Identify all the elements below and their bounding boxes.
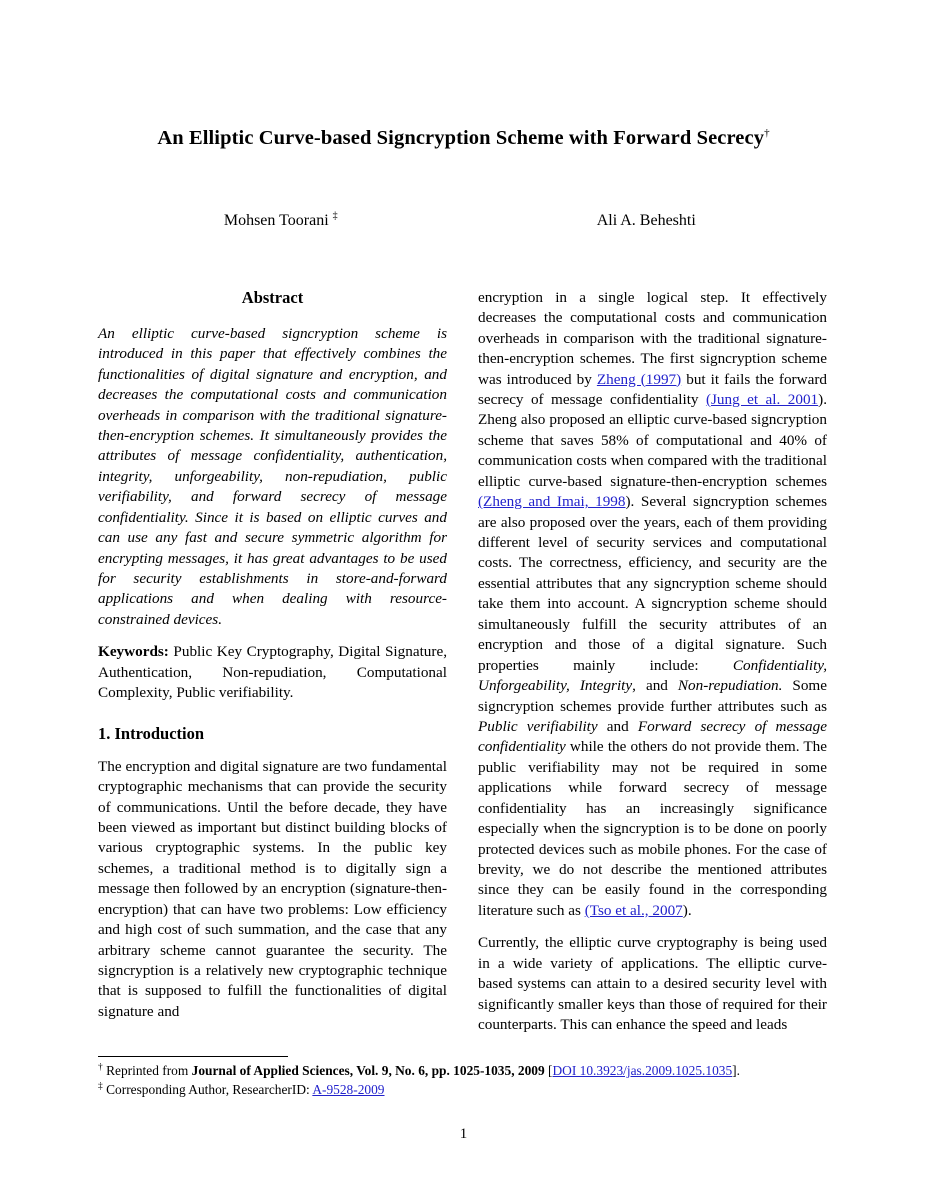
rp1-seg2: but it fails the forward secrecy of message confidentiality <box>478 370 827 408</box>
rp1-seg6: Some signcryption schemes provide further attributes such as <box>478 677 827 715</box>
rp1-emphasis-3: Public verifiability <box>478 717 598 735</box>
page-number: 1 <box>459 1126 468 1142</box>
left-column <box>98 288 447 1023</box>
keywords-label: Keywords: <box>98 643 169 661</box>
footnote-1-bracket-close: ]. <box>732 1063 740 1078</box>
rp1-emphasis-2: Non-repudiation. <box>677 677 783 695</box>
footnote-2-prefix: Corresponding Author, ResearcherID: <box>106 1082 313 1098</box>
citation-link-zheng-imai-1998[interactable]: (Zheng and Imai, 1998 <box>478 493 626 511</box>
footnote-1-prefix: Reprinted from <box>106 1063 192 1078</box>
right-paragraph-1 <box>478 288 827 922</box>
citation-link-tso-2007[interactable]: (Tso et al., 2007 <box>584 901 683 919</box>
footnote-1-bracket-open: [ <box>544 1063 553 1078</box>
two-column-body <box>98 230 829 1036</box>
rp1-seg4: ). Several signcryption schemes are also proposed over the years, each of them providing different level of security services and computational costs. The correctness, efficiency, and security are the essential attributes that any signcryption scheme should take them into account. A signcryption scheme should simultaneously fulfill the security attributes of an encryption and those of a digital signature. Such properties mainly include: <box>478 493 827 674</box>
rp1-emphasis-1: Confidentiality, Unforgeability, Integrity <box>478 656 827 695</box>
doi-link[interactable]: DOI 10.3923/jas.2009.1025.1035 <box>552 1063 733 1078</box>
citation-link-zheng-1997[interactable]: Zheng (1997) <box>596 370 682 388</box>
page-content <box>98 0 829 1036</box>
page-title <box>98 0 829 151</box>
citation-link-jung-2001[interactable]: (Jung et al. 2001 <box>705 390 819 408</box>
rp1-seg9: ). <box>682 901 692 919</box>
footnote-1-marker: † <box>98 1062 103 1073</box>
footnote-2-marker: ‡ <box>98 1081 103 1092</box>
footnote-2 <box>98 1080 838 1099</box>
researcherid-link[interactable]: A-9528-2009 <box>312 1082 385 1098</box>
title-footnote-marker: † <box>764 127 770 140</box>
right-paragraph-2: Currently, the elliptic curve cryptography is being used in a wide variety of applications. The elliptic curve-based systems can attain to a desired security level with significantly smaller keys than those of required for their counterparts. This can enhance the speed and leads <box>478 934 827 1034</box>
rp1-emphasis-4: Forward secrecy of message confidentiality <box>478 717 827 756</box>
author-2-name: Ali A. Beheshti <box>596 211 696 229</box>
author-2 <box>464 211 830 230</box>
footnote-separator-rule <box>98 1056 288 1057</box>
rp1-seg8: while the others do not provide them. The public verifiability may not be required in some applications while forward secrecy of message confidentiality has an increasingly significance especially when the signcryption is to be done on poorly protected devices such as mobile phones. For the case of brevity, we do not describe the mentioned attributes since they can be easily found in the corresponding literature such as <box>478 738 827 919</box>
section-heading-introduction: 1. Introduction <box>98 723 205 743</box>
footnote-1 <box>98 1061 838 1080</box>
rp1-seg7: and <box>597 717 638 735</box>
author-1-name: Mohsen Toorani <box>223 211 329 229</box>
rp1-seg1: encryption in a single logical step. It effectively decreases the computational costs and communication overheads in comparison with the traditional signature-then-encryption schemes. The first signcryption scheme was introduced by <box>478 288 827 388</box>
right-column <box>478 288 827 1036</box>
abstract-text: An elliptic curve-based signcryption scheme is introduced in this paper that effectively combines the functionalities of digital signature and encryption, and decreases the computational costs and communication overheads in comparison with the traditional signature-then-encryption schemes. It simultaneously provides the attributes of message confidentiality, authentication, integrity, unforgeability, non-repudiation, public verifiability, and forward secrecy of message confidentiality. Since it is based on elliptic curves and can use any fast and secure symmetric algorithm for encrypting messages, it has great advantages to be used for security establishments in store-and-forward applications and when dealing with resource-constrained devices. <box>98 324 447 628</box>
keywords-paragraph <box>98 642 447 703</box>
author-list <box>98 151 829 230</box>
footnote-area <box>98 1056 838 1100</box>
author-1 <box>98 211 464 230</box>
keywords-text: Public Key Cryptography, Digital Signature, Authentication, Non-repudiation, Computational Complexity, Public verifiability. <box>98 643 447 702</box>
page-title-text: An Elliptic Curve-based Signcryption Scheme with Forward Secrecy <box>157 127 765 149</box>
footnote-1-journal: Journal of Applied Sciences, Vol. 9, No. 6, pp. 1025-1035, 2009 <box>191 1063 545 1078</box>
abstract-heading: Abstract <box>241 287 304 307</box>
author-1-marker: ‡ <box>332 210 338 222</box>
intro-paragraph-left: The encryption and digital signature are two fundamental cryptographic mechanisms that can provide the security of communications. Until the before decade, they have been viewed as important but distinct building blocks of various cryptographic systems. In the public key schemes, a traditional method is to digitally sign a message then followed by an encryption (signature-then-encryption) that can have two problems: Low efficiency and high cost of such summation, and the case that any arbitrary scheme cannot guarantee the security. The signcryption is a relatively new cryptographic technique that is supposed to fulfill the functionalities of digital signature and <box>98 757 447 1020</box>
rp1-seg3: ). Zheng also proposed an elliptic curve-based signcryption scheme that saves 58% of computational and 40% of communication costs when compared with the traditional elliptic curve-based signature-then-encryption schemes <box>478 390 827 490</box>
rp1-seg5: , and <box>632 677 678 695</box>
